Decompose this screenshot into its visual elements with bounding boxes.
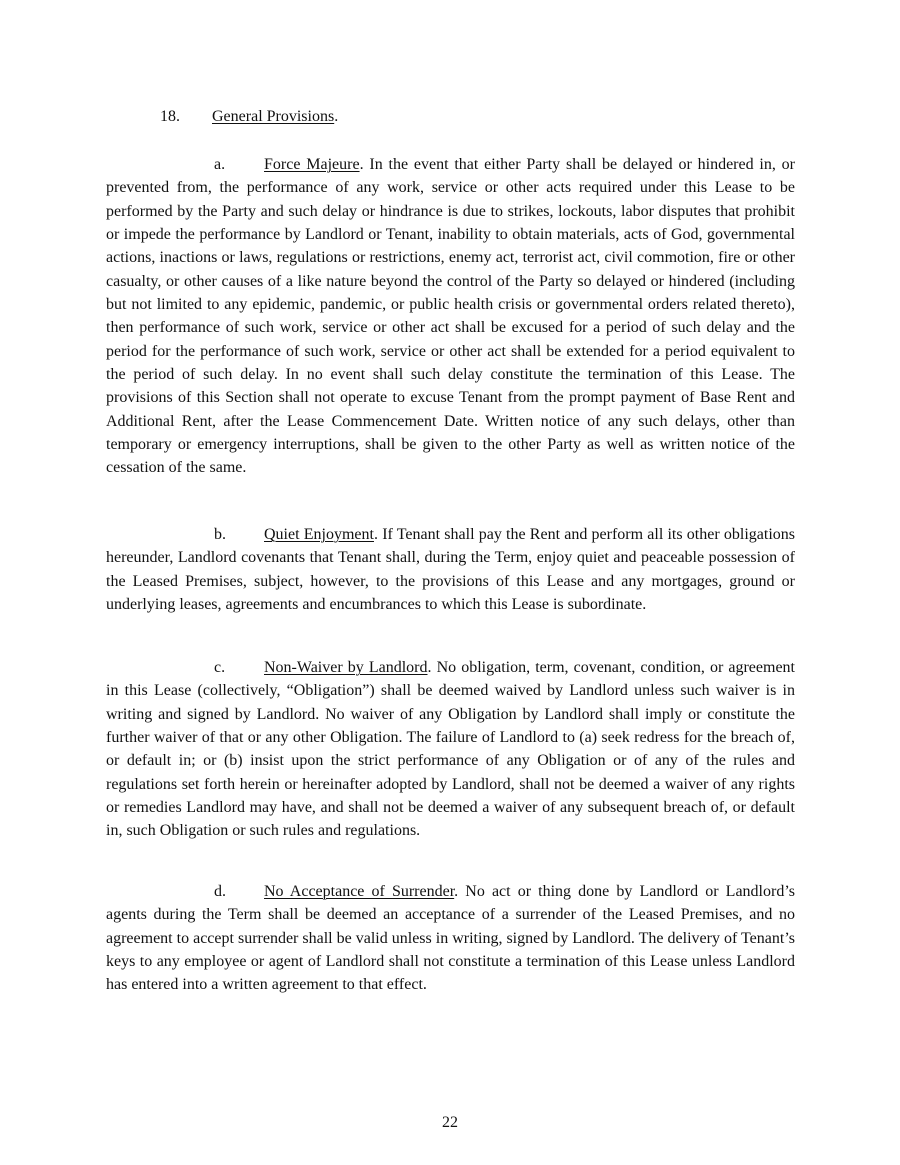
- section-number: 18.: [160, 108, 180, 125]
- section-heading: [160, 105, 338, 128]
- paragraph-letter: a.: [214, 156, 226, 173]
- paragraph-non-waiver: [106, 656, 795, 843]
- paragraph-heading-punct: .: [454, 883, 459, 900]
- paragraph-body: No act or thing done by Landlord or Landlord’s agents during the Term shall be deemed an acceptance of a surrender of the Leased Premises, and no agreement to accept surrender shall be valid unless in writing, signed by Landlord. The delivery of Tenant’s keys to any employee or agent of Landlord shall not constitute a termination of this Lease unless Landlord has entered into a written agreement to that effect.: [106, 883, 795, 994]
- paragraph-heading: Force Majeure: [264, 156, 360, 173]
- page-number: 22: [442, 1114, 458, 1131]
- paragraph-letter: d.: [214, 883, 226, 900]
- paragraph-letter: c.: [214, 659, 226, 676]
- paragraph-body: If Tenant shall pay the Rent and perform all its other obligations hereunder, Landlord covenants that Tenant shall, during the Term, enjoy quiet and peaceable possession of the Leased Premises, subject, however, to the provisions of this Lease and any mortgages, ground or underlying leases, agreements and encumbrances to which this Lease is subordinate.: [106, 526, 796, 614]
- paragraph-body: In the event that either Party shall be delayed or hindered in, or prevented from, the performance of any work, service or other acts required under this Lease to be performed by the Party and such delay or hindrance is due to strikes, lockouts, labor disputes that prohibit or impede the performance by Landlord or Tenant, inability to obtain materials, acts of God, governmental actions, inactions or laws, regulations or restrictions, enemy act, terrorist act, civil commotion, fire or other casualty, or other causes of a like nature beyond the control of the Party so delayed or hindered (including but not limited to any epidemic, pandemic, or public health crisis or governmental orders related thereto), then performance of such work, service or other act shall be excused for a period of such delay and the period for the performance of such work, service or other act shall be extended for a period equivalent to the period of such delay. In no event shall such delay constitute the termination of this Lease. The provisions of this Section shall not operate to excuse Tenant from the prompt payment of Base Rent and Additional Rent, after the Lease Commencement Date. Written notice of any such delays, other than temporary or emergency interruptions, shall be given to the other Party as well as written notice of the cessation of the same.: [106, 156, 796, 477]
- paragraph-body: No obligation, term, covenant, condition, or agreement in this Lease (collectively, “Obligation”) shall be deemed waived by Landlord unless such waiver is in writing and signed by Landlord. No waiver of any Obligation by Landlord shall imply or constitute the further waiver of that or any other Obligation. The failure of Landlord to (a) seek redress for the breach of, or default in; or (b) insist upon the strict performance of any Obligation or of any of the rules and regulations set forth herein or hereinafter adopted by Landlord, shall not be deemed a waiver of any rights or remedies Landlord may have, and shall not be deemed a waiver of any subsequent breach of, or default in, such Obligation or such rules and regulations.: [106, 659, 795, 840]
- paragraph-force-majeure: [106, 153, 795, 480]
- paragraph-heading: Non-Waiver by Landlord: [264, 659, 428, 676]
- paragraph-heading-punct: .: [373, 526, 378, 543]
- paragraph-quiet-enjoyment: [106, 523, 795, 616]
- section-title-punct: .: [334, 108, 339, 125]
- paragraph-heading: Quiet Enjoyment: [264, 526, 374, 543]
- paragraph-heading-punct: .: [427, 659, 432, 676]
- paragraph-heading-punct: .: [359, 156, 364, 173]
- paragraph-heading: No Acceptance of Surrender: [264, 883, 455, 900]
- section-title: General Provisions: [212, 108, 335, 125]
- paragraph-letter: b.: [214, 526, 226, 543]
- paragraph-no-acceptance-of-surrender: [106, 880, 795, 997]
